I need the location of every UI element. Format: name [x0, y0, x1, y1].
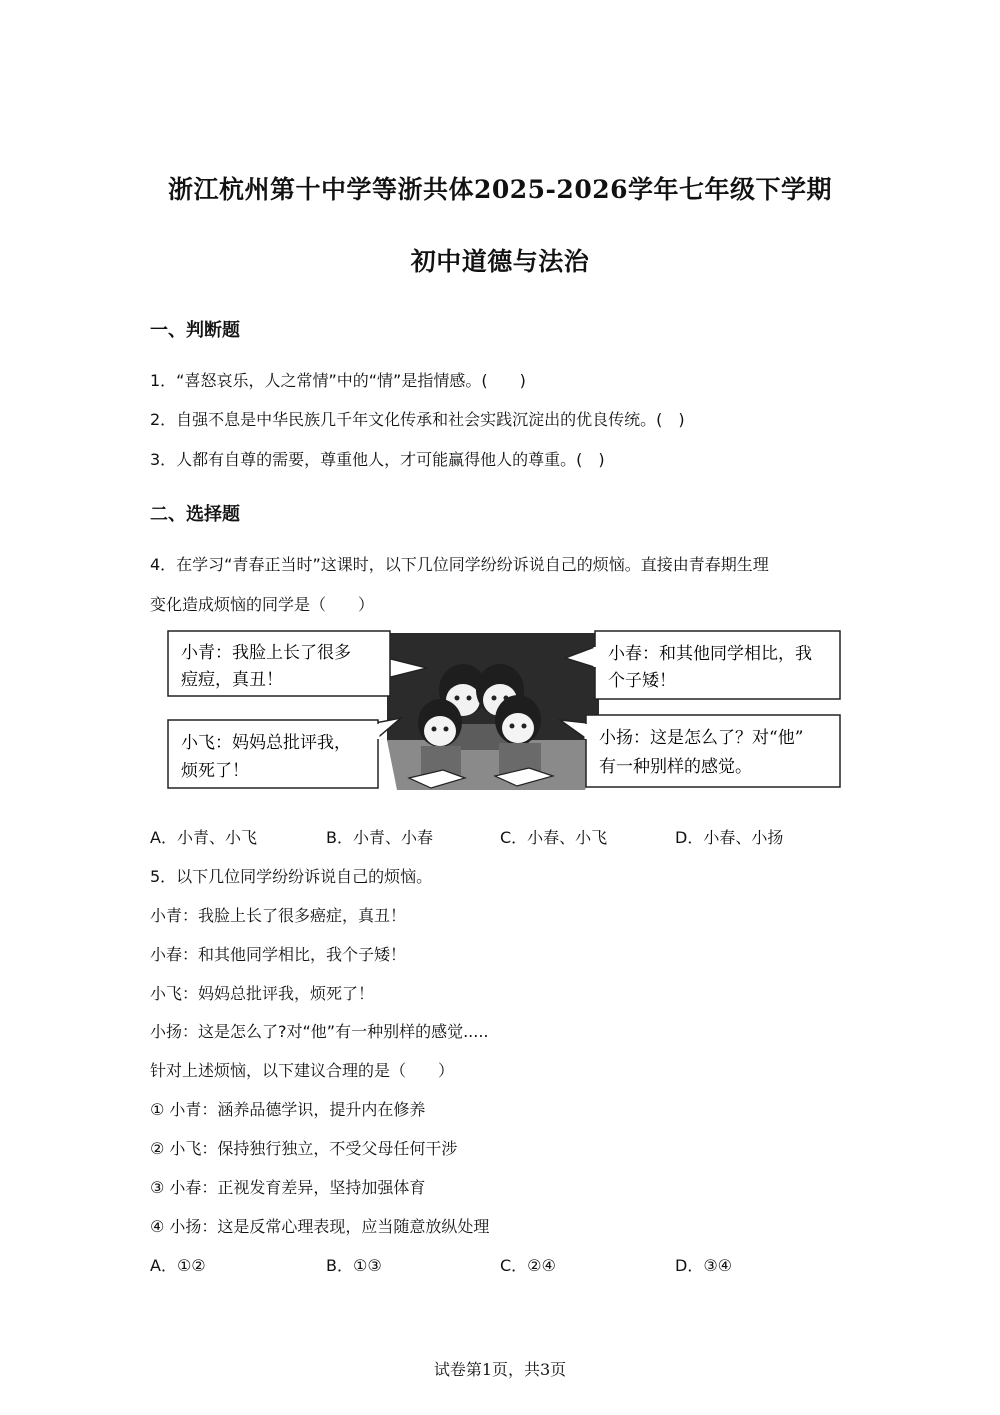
bubble-xiaofei-line-1: 小飞：妈妈总批评我，: [181, 733, 351, 753]
question-5-line: 小春：和其他同学相比，我个子矮！: [150, 945, 407, 964]
bubble-xiaoyang-line-2: 有一种别样的感觉。: [599, 757, 752, 777]
question-5-prompt: 针对上述烦恼，以下建议合理的是（ ）: [150, 1061, 455, 1080]
q4-option-a[interactable]: A．小青、小飞: [150, 828, 257, 847]
question-2: 2．自强不息是中华民族几千年文化传承和社会实践沉淀出的优良传统。( ): [150, 410, 685, 429]
speech-bubble-xiaofei: [168, 718, 401, 788]
bubble-xiaofei-line-2: 烦死了！: [181, 761, 249, 781]
question-5-stem: 5．以下几位同学纷纷诉说自己的烦恼。: [150, 867, 433, 886]
question-5-line: 小飞：妈妈总批评我，烦死了！: [150, 984, 375, 1003]
q4-option-b[interactable]: B．小青、小春: [326, 828, 433, 847]
q4-option-c[interactable]: C．小春、小飞: [500, 828, 608, 847]
question-5-statement-4: ④ 小扬：这是反常心理表现，应当随意放纵处理: [150, 1217, 490, 1236]
section-heading-choice: 二、选择题: [150, 504, 240, 525]
question-5-statement-3: ③ 小春：正视发育差异，坚持加强体育: [150, 1178, 426, 1197]
bubble-xiaochun-line-1: 小春：和其他同学相比，我: [608, 644, 812, 664]
q4-option-d[interactable]: D．小春、小扬: [675, 828, 784, 847]
q5-option-c[interactable]: C．②④: [500, 1256, 556, 1275]
speech-bubble-xiaochun: [565, 631, 840, 699]
question-4-line-2: 变化造成烦恼的同学是（ ）: [150, 595, 375, 614]
bubble-xiaoyang-line-1: 小扬：这是怎么了？对“他”: [599, 728, 804, 748]
question-5-statement-1: ① 小青：涵养品德学识，提升内在修养: [150, 1100, 426, 1119]
q5-option-a[interactable]: A．①②: [150, 1256, 206, 1275]
question-3: 3．人都有自尊的需要，尊重他人，才可能赢得他人的尊重。( ): [150, 450, 605, 469]
q5-option-d[interactable]: D．③④: [675, 1256, 733, 1275]
exam-subtitle: 初中道德与法治: [410, 247, 590, 276]
bubble-xiaoqing-line-1: 小青：我脸上长了很多: [181, 643, 351, 663]
question-5-statement-2: ② 小飞：保持独行独立，不受父母任何干涉: [150, 1139, 458, 1158]
exam-title: 浙江杭州第十中学等浙共体2025-2026学年七年级下学期: [167, 175, 833, 204]
question-4-illustration: [165, 628, 845, 793]
question-1: 1．“喜怒哀乐，人之常情”中的“情”是指情感。( ): [150, 371, 526, 390]
speech-bubble-xiaoqing: [168, 631, 427, 696]
question-5-line: 小青：我脸上长了很多癌症，真丑！: [150, 906, 407, 925]
page-footer: 试卷第1页，共3页: [433, 1360, 567, 1379]
section-heading-judgement: 一、判断题: [150, 320, 240, 341]
question-4-line-1: 4．在学习“青春正当时”这课时，以下几位同学纷纷诉说自己的烦恼。直接由青春期生理: [150, 555, 769, 574]
bubble-xiaochun-line-2: 个子矮！: [608, 671, 676, 691]
q5-option-b[interactable]: B．①③: [326, 1256, 382, 1275]
speech-bubble-xiaoyang: [560, 715, 840, 787]
question-5-line: 小扬：这是怎么了?对“他”有一种别样的感觉.....: [150, 1022, 489, 1041]
bubble-xiaoqing-line-2: 痘痘，真丑！: [181, 670, 283, 690]
